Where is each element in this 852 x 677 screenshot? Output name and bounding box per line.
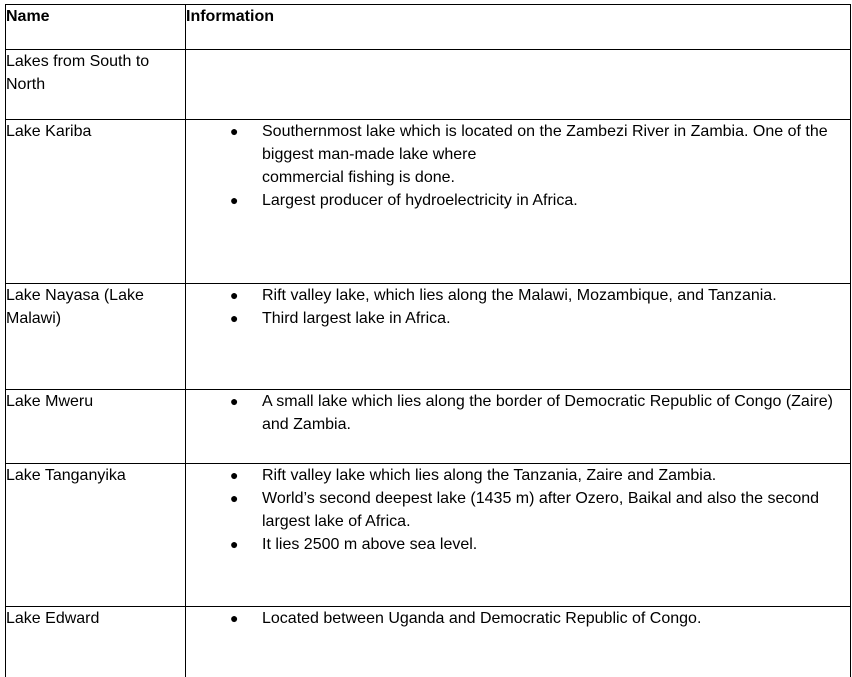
bullet-icon: ● bbox=[230, 490, 239, 506]
row-name: Lake Tanganyika bbox=[6, 464, 186, 607]
table-row bbox=[6, 120, 851, 284]
bullet-list bbox=[186, 390, 850, 436]
bullet-icon: ● bbox=[230, 192, 239, 208]
list-item-text: Rift valley lake, which lies along the Malawi, Mozambique, and Tanzania. bbox=[262, 287, 777, 304]
bullet-list bbox=[186, 464, 850, 556]
list-item bbox=[186, 307, 850, 330]
row-name: Lake Edward bbox=[6, 607, 186, 677]
list-item bbox=[186, 533, 850, 556]
row-information bbox=[186, 464, 851, 607]
bullet-icon: ● bbox=[230, 610, 239, 626]
row-name: Lakes from South to North bbox=[6, 50, 186, 120]
row-information bbox=[186, 390, 851, 464]
list-item bbox=[186, 464, 850, 487]
header-name: Name bbox=[6, 5, 186, 50]
list-item bbox=[186, 120, 850, 189]
row-name: Lake Kariba bbox=[6, 120, 186, 284]
row-information bbox=[186, 50, 851, 120]
row-information bbox=[186, 607, 851, 677]
list-item bbox=[186, 607, 850, 630]
list-item-text: A small lake which lies along the border of Democratic Republic of Congo (Zaire) and Zambia. bbox=[262, 393, 833, 433]
table-header-row bbox=[6, 5, 851, 50]
list-item-text: Located between Uganda and Democratic Republic of Congo. bbox=[262, 610, 702, 627]
table-row bbox=[6, 607, 851, 677]
bullet-list bbox=[186, 120, 850, 212]
table-row bbox=[6, 284, 851, 390]
table-row bbox=[6, 390, 851, 464]
lakes-table bbox=[5, 4, 851, 677]
list-item-text: Rift valley lake which lies along the Tanzania, Zaire and Zambia. bbox=[262, 467, 717, 484]
row-information bbox=[186, 120, 851, 284]
list-item-text: commercial fishing is done. bbox=[262, 169, 455, 186]
bullet-icon: ● bbox=[230, 310, 239, 326]
table-row bbox=[6, 50, 851, 120]
table-row bbox=[6, 464, 851, 607]
list-item-text: Largest producer of hydroelectricity in Africa. bbox=[262, 192, 578, 209]
list-item bbox=[186, 487, 850, 533]
bullet-icon: ● bbox=[230, 536, 239, 552]
list-item-text: It lies 2500 m above sea level. bbox=[262, 536, 478, 553]
bullet-icon: ● bbox=[230, 287, 239, 303]
bullet-icon: ● bbox=[230, 393, 239, 409]
list-item-text: Third largest lake in Africa. bbox=[262, 310, 451, 327]
list-item-text: Southernmost lake which is located on the Zambezi River in Zambia. One of the biggest man-made lake where bbox=[262, 123, 828, 163]
header-information: Information bbox=[186, 5, 851, 50]
bullet-icon: ● bbox=[230, 123, 239, 139]
list-item-text: World’s second deepest lake (1435 m) after Ozero, Baikal and also the second largest lake of Africa. bbox=[262, 490, 820, 530]
bullet-list bbox=[186, 284, 850, 330]
row-name: Lake Nayasa (Lake Malawi) bbox=[6, 284, 186, 390]
list-item bbox=[186, 189, 850, 212]
row-name: Lake Mweru bbox=[6, 390, 186, 464]
list-item bbox=[186, 284, 850, 307]
bullet-list bbox=[186, 607, 850, 630]
bullet-icon: ● bbox=[230, 467, 239, 483]
row-information bbox=[186, 284, 851, 390]
list-item bbox=[186, 390, 850, 436]
